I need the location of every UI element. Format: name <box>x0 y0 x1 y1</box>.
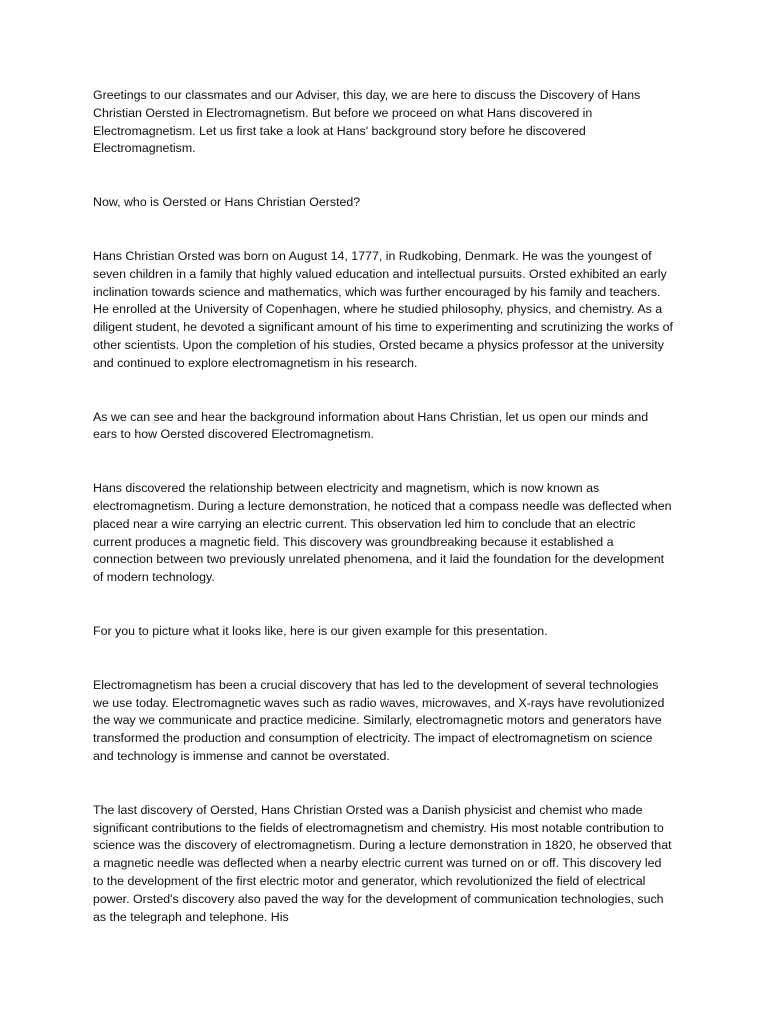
paragraph-spacer <box>93 587 675 623</box>
paragraph-background: Hans Christian Orsted was born on August 14, 1777, in Rudkobing, Denmark. He was the youngest of seven children in a family that highly valued education and intellectual pursuits. Orsted exhibited an early inclination towards science and mathematics, which was further encouraged by his family and teachers. He enrolled at the University of Copenhagen, where he studied philosophy, physics, and chemistry. As a diligent student, he devoted a significant amount of his time to experimenting and scrutinizing the works of other scientists. Upon the completion of his studies, Orsted became a physics professor at the university and continued to explore electromagnetism in his research. <box>93 248 673 370</box>
paragraph-transition: As we can see and hear the background information about Hans Christian, let us open our minds and ears to how Oersted discovered Electromagnetism. <box>93 409 649 442</box>
paragraph-last-discovery: The last discovery of Oersted, Hans Christian Orsted was a Danish physicist and chemist who made significant contributions to the fields of electromagnetism and chemistry. His most notable contribution to science was the discovery of electromagnetism. During a lecture demonstration in 1820, he observed that a magnetic needle was deflected when a nearby electric current was turned on or off. This discovery led to the development of the first electric motor and generator, which revolutionized the field of electrical power. Orsted's discovery also paved the way for the development of communication technologies, such as the telegraph and telephone. His <box>93 802 672 924</box>
paragraph-spacer <box>93 444 675 480</box>
paragraph-example-intro: For you to picture what it looks like, here is our given example for this presentation. <box>93 623 548 638</box>
paragraph-spacer <box>93 373 675 409</box>
paragraph-discovery: Hans discovered the relationship between electricity and magnetism, which is now known as electromagnetism. During a lecture demonstration, he noticed that a compass needle was deflected when placed near a wire carrying an electric current. This observation led him to conclude that an electric current produces a magnetic field. This discovery was groundbreaking because it established a connection between two previously unrelated phenomena, and it laid the foundation for the development of modern technology. <box>93 481 672 585</box>
paragraph-question: Now, who is Oersted or Hans Christian Oersted? <box>93 195 361 210</box>
paragraph-intro: Greetings to our classmates and our Adviser, this day, we are here to discuss the Discovery of Hans Christian Oersted in Electromagnetism. But before we proceed on what Hans discovered in Electromagnetism. Let us first take a look at Hans' background story before he discovered Electromagnetism. <box>93 88 641 156</box>
document-body <box>93 87 675 926</box>
paragraph-spacer <box>93 641 675 677</box>
paragraph-spacer <box>93 212 675 248</box>
paragraph-impact: Electromagnetism has been a crucial discovery that has led to the development of several technologies we use today. Electromagnetic waves such as radio waves, microwaves, and X-rays have revolutionized the way we communicate and practice medicine. Similarly, electromagnetic motors and generators have transformed the production and consumption of electricity. The impact of electromagnetism on science and technology is immense and cannot be overstated. <box>93 677 665 763</box>
paragraph-spacer <box>93 158 675 194</box>
paragraph-spacer <box>93 766 675 802</box>
